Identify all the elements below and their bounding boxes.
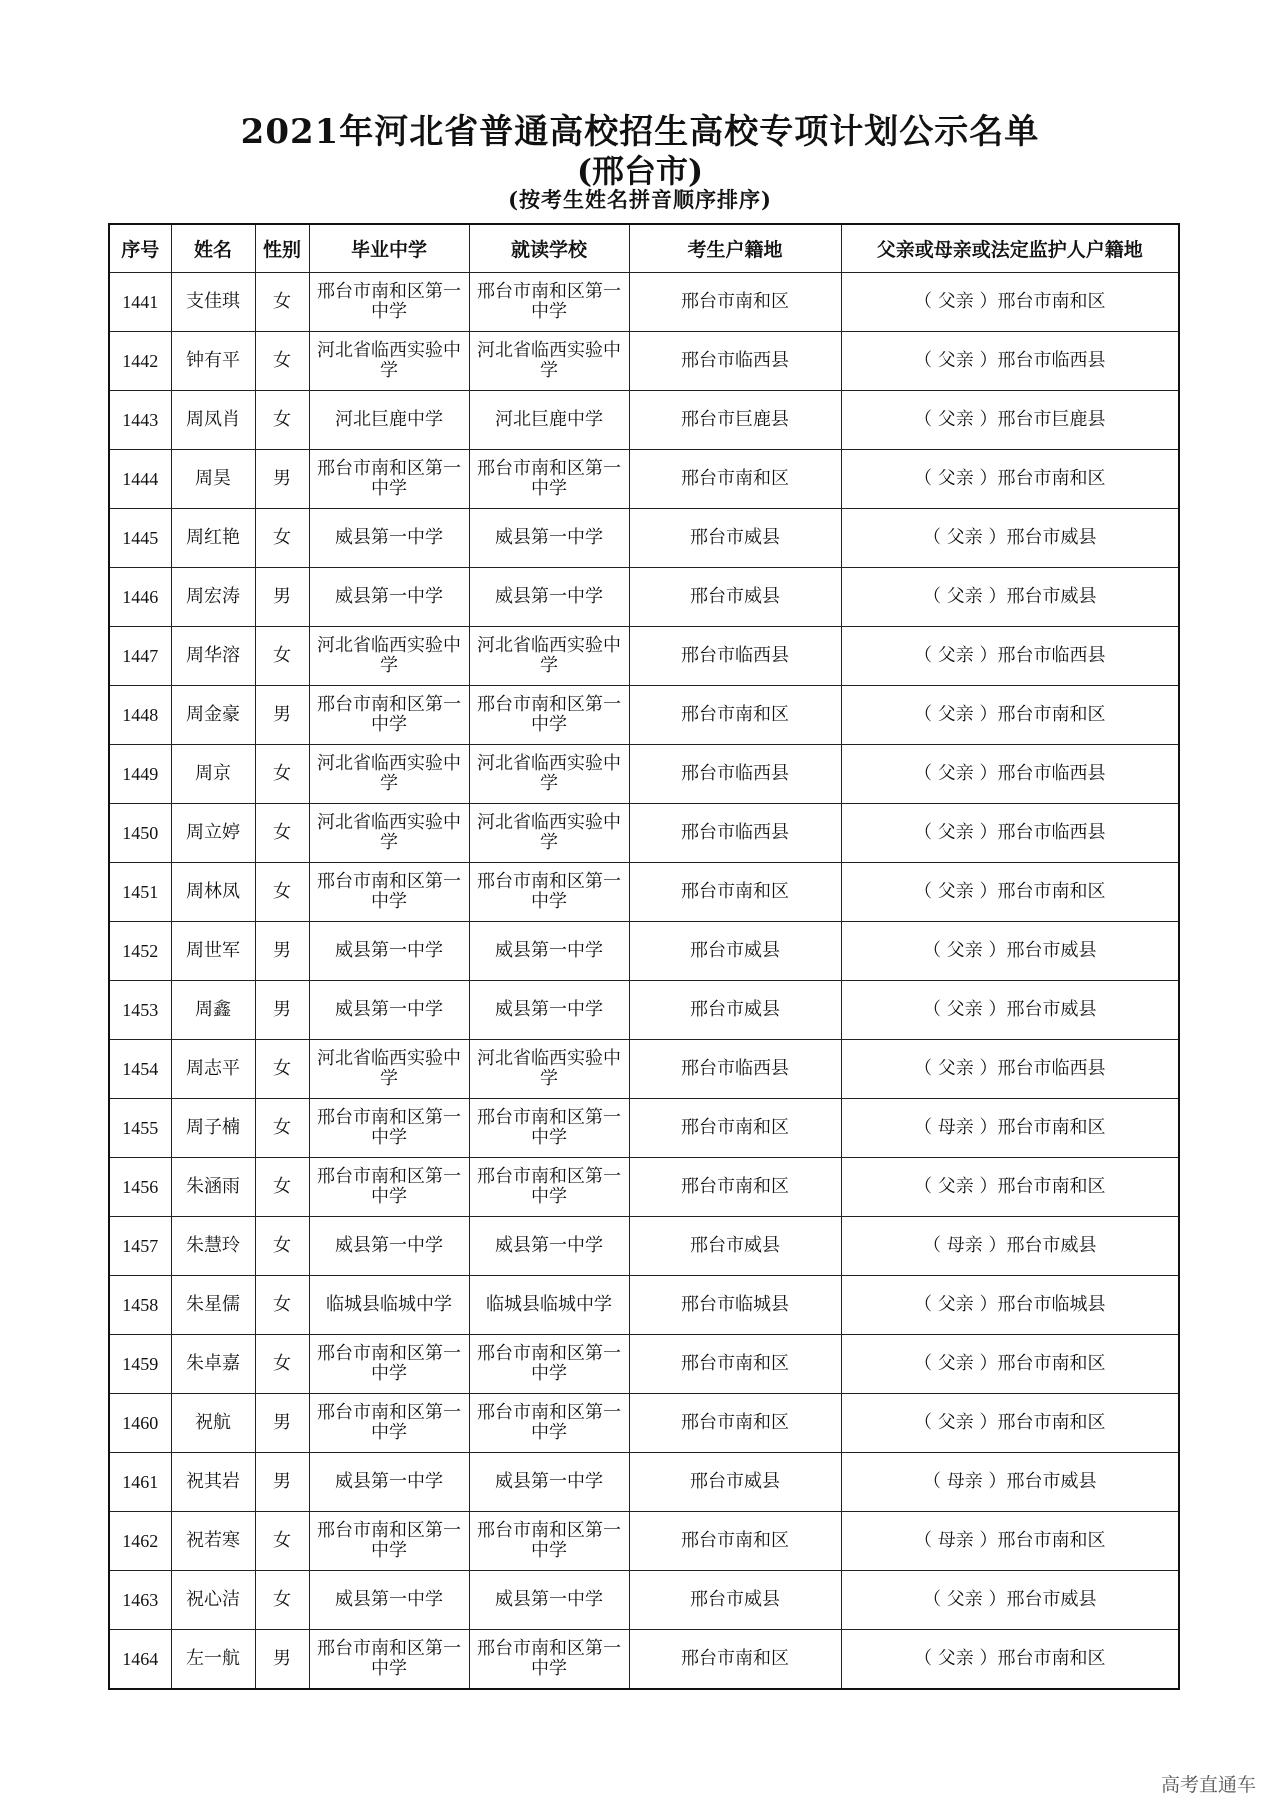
- table-header-row: [109, 224, 1179, 273]
- cell-household-registration: 邢台市临西县: [629, 745, 841, 804]
- cell-seq: 1460: [109, 1394, 171, 1453]
- cell-household-registration: 邢台市南和区: [629, 1630, 841, 1690]
- cell-name: 周林凤: [171, 863, 255, 922]
- sort-note: (按考生姓名拼音顺序排序): [508, 187, 772, 212]
- cell-seq: 1457: [109, 1217, 171, 1276]
- table-row: [109, 1158, 1179, 1217]
- table-row: [109, 863, 1179, 922]
- cell-graduation-school: 河北省临西实验中学: [309, 804, 469, 863]
- table-row: [109, 627, 1179, 686]
- cell-guardian-registration: （ 母亲 ）邢台市南和区: [841, 1099, 1179, 1158]
- cell-current-school: 邢台市南和区第一中学: [469, 273, 629, 332]
- cell-household-registration: 邢台市临城县: [629, 1276, 841, 1335]
- cell-guardian-registration: （ 父亲 ）邢台市威县: [841, 981, 1179, 1040]
- header-current-school: 就读学校: [469, 224, 629, 273]
- cell-guardian-registration: （ 父亲 ）邢台市南和区: [841, 863, 1179, 922]
- cell-graduation-school: 威县第一中学: [309, 1453, 469, 1512]
- table-row: [109, 981, 1179, 1040]
- table-row: [109, 273, 1179, 332]
- cell-seq: 1449: [109, 745, 171, 804]
- table-row: [109, 391, 1179, 450]
- cell-seq: 1462: [109, 1512, 171, 1571]
- cell-guardian-registration: （ 父亲 ）邢台市威县: [841, 922, 1179, 981]
- table-row: [109, 1453, 1179, 1512]
- cell-name: 周金豪: [171, 686, 255, 745]
- cell-current-school: 邢台市南和区第一中学: [469, 450, 629, 509]
- cell-guardian-registration: （ 父亲 ）邢台市南和区: [841, 1158, 1179, 1217]
- cell-household-registration: 邢台市威县: [629, 1453, 841, 1512]
- table-row: [109, 1217, 1179, 1276]
- cell-name: 周京: [171, 745, 255, 804]
- cell-guardian-registration: （ 父亲 ）邢台市威县: [841, 1571, 1179, 1630]
- cell-graduation-school: 威县第一中学: [309, 1571, 469, 1630]
- cell-gender: 女: [255, 1571, 309, 1630]
- cell-guardian-registration: （ 母亲 ）邢台市威县: [841, 1217, 1179, 1276]
- cell-current-school: 邢台市南和区第一中学: [469, 686, 629, 745]
- cell-household-registration: 邢台市威县: [629, 981, 841, 1040]
- cell-guardian-registration: （ 父亲 ）邢台市南和区: [841, 1394, 1179, 1453]
- table-row: [109, 1099, 1179, 1158]
- cell-gender: 女: [255, 273, 309, 332]
- roster-table: [108, 223, 1180, 1690]
- cell-guardian-registration: （ 母亲 ）邢台市威县: [841, 1453, 1179, 1512]
- cell-gender: 女: [255, 1512, 309, 1571]
- cell-household-registration: 邢台市临西县: [629, 332, 841, 391]
- table-row: [109, 332, 1179, 391]
- cell-current-school: 威县第一中学: [469, 509, 629, 568]
- cell-household-registration: 邢台市南和区: [629, 686, 841, 745]
- cell-gender: 女: [255, 804, 309, 863]
- cell-name: 朱涵雨: [171, 1158, 255, 1217]
- cell-name: 朱卓嘉: [171, 1335, 255, 1394]
- cell-seq: 1447: [109, 627, 171, 686]
- table-row: [109, 804, 1179, 863]
- cell-gender: 男: [255, 981, 309, 1040]
- table-row: [109, 1276, 1179, 1335]
- cell-guardian-registration: （ 父亲 ）邢台市南和区: [841, 273, 1179, 332]
- cell-gender: 女: [255, 1276, 309, 1335]
- cell-current-school: 邢台市南和区第一中学: [469, 1630, 629, 1690]
- cell-guardian-registration: （ 父亲 ）邢台市临西县: [841, 332, 1179, 391]
- header-guardian-registration: 父亲或母亲或法定监护人户籍地: [841, 224, 1179, 273]
- cell-graduation-school: 威县第一中学: [309, 509, 469, 568]
- table-row: [109, 1630, 1179, 1690]
- table-row: [109, 1394, 1179, 1453]
- cell-name: 钟有平: [171, 332, 255, 391]
- cell-current-school: 河北省临西实验中学: [469, 745, 629, 804]
- cell-graduation-school: 威县第一中学: [309, 568, 469, 627]
- cell-name: 周志平: [171, 1040, 255, 1099]
- cell-household-registration: 邢台市南和区: [629, 1158, 841, 1217]
- cell-graduation-school: 威县第一中学: [309, 1217, 469, 1276]
- cell-guardian-registration: （ 父亲 ）邢台市威县: [841, 509, 1179, 568]
- header-name: 姓名: [171, 224, 255, 273]
- cell-household-registration: 邢台市巨鹿县: [629, 391, 841, 450]
- cell-name: 祝航: [171, 1394, 255, 1453]
- cell-seq: 1441: [109, 273, 171, 332]
- cell-current-school: 邢台市南和区第一中学: [469, 863, 629, 922]
- cell-household-registration: 邢台市南和区: [629, 1099, 841, 1158]
- cell-name: 周宏涛: [171, 568, 255, 627]
- cell-gender: 女: [255, 1158, 309, 1217]
- cell-current-school: 邢台市南和区第一中学: [469, 1335, 629, 1394]
- cell-current-school: 威县第一中学: [469, 981, 629, 1040]
- cell-gender: 女: [255, 745, 309, 804]
- cell-seq: 1461: [109, 1453, 171, 1512]
- cell-graduation-school: 临城县临城中学: [309, 1276, 469, 1335]
- cell-gender: 女: [255, 391, 309, 450]
- cell-name: 朱慧玲: [171, 1217, 255, 1276]
- cell-household-registration: 邢台市南和区: [629, 863, 841, 922]
- cell-current-school: 河北省临西实验中学: [469, 1040, 629, 1099]
- table-row: [109, 509, 1179, 568]
- cell-household-registration: 邢台市威县: [629, 922, 841, 981]
- table-row: [109, 1040, 1179, 1099]
- cell-seq: 1459: [109, 1335, 171, 1394]
- header-household-registration: 考生户籍地: [629, 224, 841, 273]
- cell-guardian-registration: （ 父亲 ）邢台市临城县: [841, 1276, 1179, 1335]
- cell-graduation-school: 河北省临西实验中学: [309, 627, 469, 686]
- cell-graduation-school: 河北巨鹿中学: [309, 391, 469, 450]
- cell-current-school: 河北省临西实验中学: [469, 332, 629, 391]
- cell-household-registration: 邢台市威县: [629, 1571, 841, 1630]
- cell-name: 左一航: [171, 1630, 255, 1690]
- cell-household-registration: 邢台市威县: [629, 509, 841, 568]
- document-title: 2021年河北省普通高校招生高校专项计划公示名单: [240, 112, 1040, 152]
- cell-name: 周鑫: [171, 981, 255, 1040]
- cell-gender: 男: [255, 1394, 309, 1453]
- cell-household-registration: 邢台市威县: [629, 568, 841, 627]
- cell-name: 朱星儒: [171, 1276, 255, 1335]
- cell-name: 周凤肖: [171, 391, 255, 450]
- cell-seq: 1448: [109, 686, 171, 745]
- cell-current-school: 河北省临西实验中学: [469, 804, 629, 863]
- table-body: [109, 273, 1179, 1690]
- cell-seq: 1452: [109, 922, 171, 981]
- cell-seq: 1463: [109, 1571, 171, 1630]
- cell-household-registration: 邢台市临西县: [629, 804, 841, 863]
- table-row: [109, 745, 1179, 804]
- cell-gender: 女: [255, 1335, 309, 1394]
- cell-current-school: 临城县临城中学: [469, 1276, 629, 1335]
- cell-gender: 女: [255, 509, 309, 568]
- cell-gender: 男: [255, 450, 309, 509]
- cell-seq: 1455: [109, 1099, 171, 1158]
- table-row: [109, 1335, 1179, 1394]
- cell-guardian-registration: （ 父亲 ）邢台市临西县: [841, 1040, 1179, 1099]
- cell-current-school: 邢台市南和区第一中学: [469, 1512, 629, 1571]
- cell-name: 周世军: [171, 922, 255, 981]
- header-graduation-school: 毕业中学: [309, 224, 469, 273]
- cell-guardian-registration: （ 父亲 ）邢台市南和区: [841, 686, 1179, 745]
- cell-name: 祝其岩: [171, 1453, 255, 1512]
- cell-graduation-school: 邢台市南和区第一中学: [309, 686, 469, 745]
- city-subtitle: (邢台市): [576, 152, 704, 190]
- cell-current-school: 邢台市南和区第一中学: [469, 1099, 629, 1158]
- cell-name: 周昊: [171, 450, 255, 509]
- cell-gender: 男: [255, 568, 309, 627]
- cell-household-registration: 邢台市南和区: [629, 450, 841, 509]
- cell-gender: 男: [255, 922, 309, 981]
- cell-gender: 女: [255, 1217, 309, 1276]
- cell-seq: 1451: [109, 863, 171, 922]
- cell-household-registration: 邢台市南和区: [629, 1512, 841, 1571]
- cell-name: 周立婷: [171, 804, 255, 863]
- cell-name: 周红艳: [171, 509, 255, 568]
- cell-graduation-school: 邢台市南和区第一中学: [309, 1630, 469, 1690]
- cell-guardian-registration: （ 父亲 ）邢台市巨鹿县: [841, 391, 1179, 450]
- cell-current-school: 威县第一中学: [469, 1453, 629, 1512]
- cell-name: 祝若寒: [171, 1512, 255, 1571]
- cell-household-registration: 邢台市临西县: [629, 1040, 841, 1099]
- cell-seq: 1442: [109, 332, 171, 391]
- cell-graduation-school: 河北省临西实验中学: [309, 332, 469, 391]
- cell-guardian-registration: （ 父亲 ）邢台市临西县: [841, 627, 1179, 686]
- cell-guardian-registration: （ 父亲 ）邢台市南和区: [841, 1335, 1179, 1394]
- cell-current-school: 威县第一中学: [469, 1571, 629, 1630]
- cell-current-school: 邢台市南和区第一中学: [469, 1394, 629, 1453]
- cell-current-school: 威县第一中学: [469, 1217, 629, 1276]
- cell-guardian-registration: （ 父亲 ）邢台市威县: [841, 568, 1179, 627]
- cell-seq: 1458: [109, 1276, 171, 1335]
- cell-current-school: 威县第一中学: [469, 922, 629, 981]
- cell-current-school: 河北巨鹿中学: [469, 391, 629, 450]
- cell-graduation-school: 邢台市南和区第一中学: [309, 863, 469, 922]
- table-row: [109, 1571, 1179, 1630]
- cell-current-school: 威县第一中学: [469, 568, 629, 627]
- cell-seq: 1453: [109, 981, 171, 1040]
- cell-graduation-school: 邢台市南和区第一中学: [309, 1394, 469, 1453]
- cell-household-registration: 邢台市南和区: [629, 273, 841, 332]
- cell-gender: 男: [255, 686, 309, 745]
- cell-seq: 1456: [109, 1158, 171, 1217]
- cell-graduation-school: 河北省临西实验中学: [309, 1040, 469, 1099]
- cell-name: 周华溶: [171, 627, 255, 686]
- cell-graduation-school: 邢台市南和区第一中学: [309, 273, 469, 332]
- cell-household-registration: 邢台市南和区: [629, 1335, 841, 1394]
- cell-guardian-registration: （ 父亲 ）邢台市南和区: [841, 450, 1179, 509]
- cell-household-registration: 邢台市南和区: [629, 1394, 841, 1453]
- cell-gender: 女: [255, 863, 309, 922]
- cell-graduation-school: 邢台市南和区第一中学: [309, 1335, 469, 1394]
- cell-gender: 女: [255, 1099, 309, 1158]
- cell-seq: 1454: [109, 1040, 171, 1099]
- watermark-text: 高考直通车: [1160, 1774, 1256, 1796]
- header-gender: 性别: [255, 224, 309, 273]
- cell-gender: 男: [255, 1630, 309, 1690]
- cell-name: 周子楠: [171, 1099, 255, 1158]
- table-row: [109, 686, 1179, 745]
- cell-gender: 男: [255, 1453, 309, 1512]
- cell-gender: 女: [255, 1040, 309, 1099]
- table-row: [109, 568, 1179, 627]
- cell-seq: 1443: [109, 391, 171, 450]
- cell-seq: 1450: [109, 804, 171, 863]
- cell-graduation-school: 河北省临西实验中学: [309, 745, 469, 804]
- cell-guardian-registration: （ 父亲 ）邢台市临西县: [841, 804, 1179, 863]
- cell-name: 祝心洁: [171, 1571, 255, 1630]
- cell-guardian-registration: （ 父亲 ）邢台市南和区: [841, 1630, 1179, 1690]
- cell-current-school: 邢台市南和区第一中学: [469, 1158, 629, 1217]
- table-row: [109, 922, 1179, 981]
- cell-graduation-school: 邢台市南和区第一中学: [309, 1512, 469, 1571]
- cell-guardian-registration: （ 父亲 ）邢台市临西县: [841, 745, 1179, 804]
- cell-graduation-school: 邢台市南和区第一中学: [309, 1099, 469, 1158]
- cell-seq: 1446: [109, 568, 171, 627]
- cell-name: 支佳琪: [171, 273, 255, 332]
- cell-graduation-school: 威县第一中学: [309, 922, 469, 981]
- cell-seq: 1464: [109, 1630, 171, 1690]
- header-seq: 序号: [109, 224, 171, 273]
- cell-household-registration: 邢台市临西县: [629, 627, 841, 686]
- cell-guardian-registration: （ 母亲 ）邢台市南和区: [841, 1512, 1179, 1571]
- cell-household-registration: 邢台市威县: [629, 1217, 841, 1276]
- cell-graduation-school: 威县第一中学: [309, 981, 469, 1040]
- cell-graduation-school: 邢台市南和区第一中学: [309, 450, 469, 509]
- cell-graduation-school: 邢台市南和区第一中学: [309, 1158, 469, 1217]
- table-row: [109, 450, 1179, 509]
- cell-seq: 1444: [109, 450, 171, 509]
- cell-gender: 女: [255, 332, 309, 391]
- cell-gender: 女: [255, 627, 309, 686]
- cell-current-school: 河北省临西实验中学: [469, 627, 629, 686]
- cell-seq: 1445: [109, 509, 171, 568]
- table-row: [109, 1512, 1179, 1571]
